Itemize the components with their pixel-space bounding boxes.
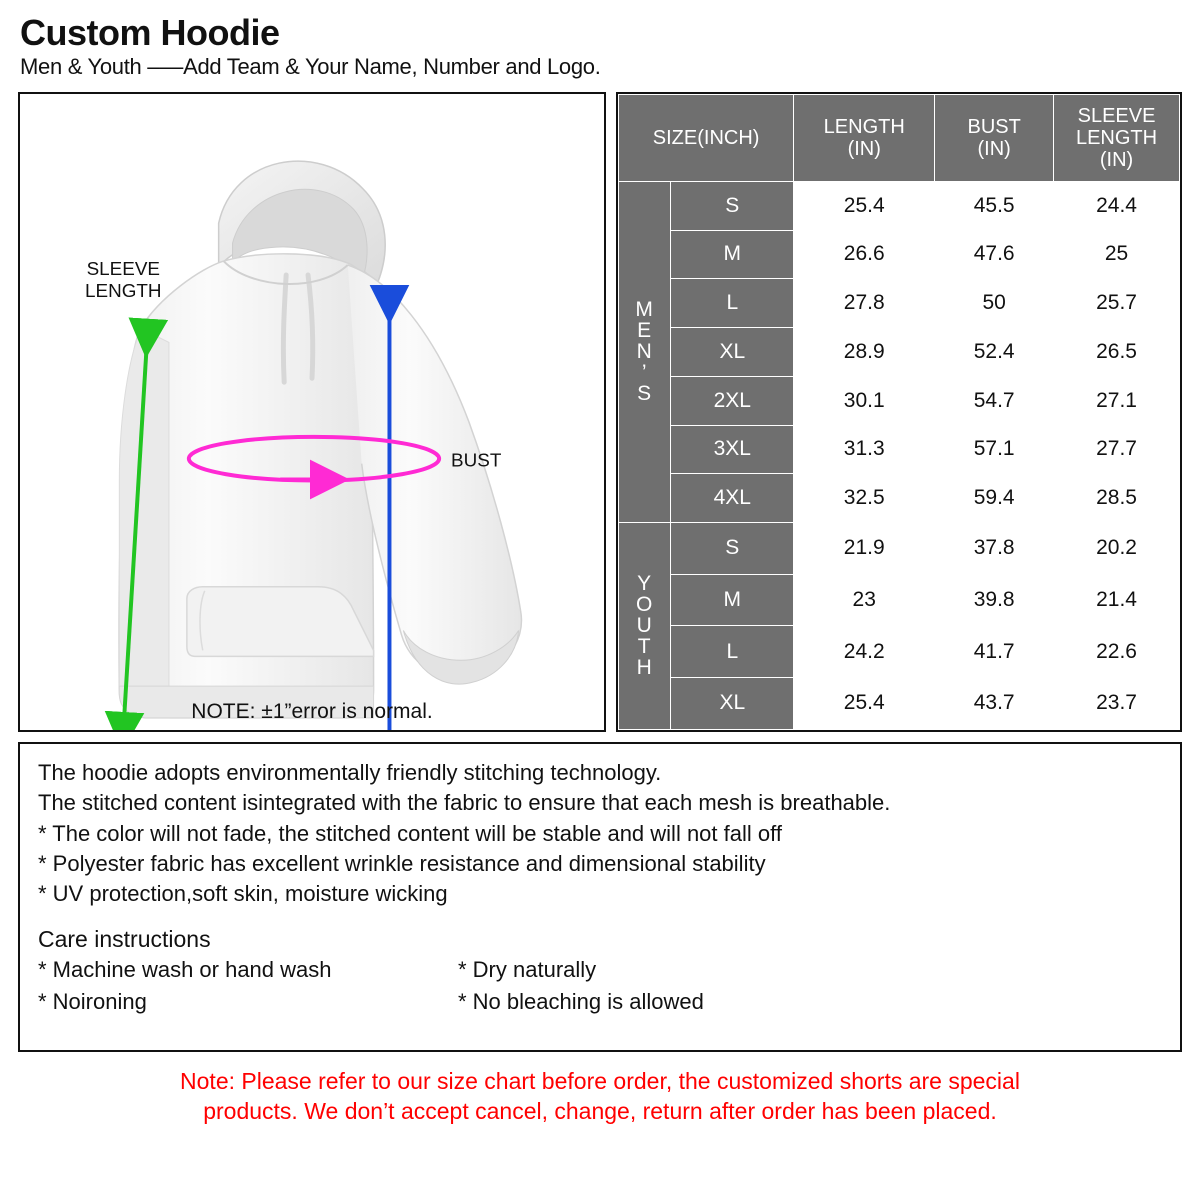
header-size: SIZE(INCH) bbox=[619, 94, 794, 181]
cell-size: L bbox=[671, 626, 794, 678]
cell-length: 30.1 bbox=[794, 376, 935, 425]
group-letter: H bbox=[636, 656, 653, 680]
group-label-mens bbox=[619, 181, 671, 522]
measurement-note: NOTE: ±1”error is normal. bbox=[191, 699, 433, 723]
cell-size: 2XL bbox=[671, 376, 794, 425]
cell-size: S bbox=[671, 523, 794, 575]
cell-length: 23 bbox=[794, 574, 935, 626]
cell-bust: 47.6 bbox=[935, 230, 1054, 279]
cell-length: 25.4 bbox=[794, 678, 935, 730]
size-chart-table-panel bbox=[616, 92, 1182, 732]
cell-sleeve: 21.4 bbox=[1054, 574, 1180, 626]
cell-length: 28.9 bbox=[794, 328, 935, 377]
cell-bust: 43.7 bbox=[935, 678, 1054, 730]
cell-bust: 41.7 bbox=[935, 626, 1054, 678]
group-letter: N bbox=[636, 340, 653, 364]
order-policy-note-line2: products. We don’t accept cancel, change, return after order has been placed. bbox=[203, 1098, 997, 1125]
table-row bbox=[619, 425, 1180, 474]
cell-sleeve: 27.1 bbox=[1054, 376, 1180, 425]
cell-sleeve: 23.7 bbox=[1054, 678, 1180, 730]
table-row bbox=[619, 678, 1180, 730]
table-row bbox=[619, 279, 1180, 328]
hoodie-illustration-panel bbox=[18, 92, 606, 732]
order-policy-note bbox=[18, 1066, 1182, 1127]
sleeve-length-label-line1: SLEEVE bbox=[86, 257, 160, 279]
cell-sleeve: 26.5 bbox=[1054, 328, 1180, 377]
cell-length: 25.4 bbox=[794, 181, 935, 230]
hoodie-diagram bbox=[20, 94, 604, 730]
care-item: * Noironing bbox=[38, 989, 147, 1015]
table-row bbox=[619, 574, 1180, 626]
cell-length: 27.8 bbox=[794, 279, 935, 328]
table-row bbox=[619, 523, 1180, 575]
header-sleeve bbox=[1054, 94, 1180, 181]
care-item: * Dry naturally bbox=[458, 956, 597, 982]
table-row bbox=[619, 181, 1180, 230]
header-length-line1: LENGTH bbox=[823, 115, 905, 138]
cell-sleeve: 24.4 bbox=[1054, 181, 1180, 230]
cell-length: 24.2 bbox=[794, 626, 935, 678]
cell-size: L bbox=[671, 279, 794, 328]
header-length bbox=[794, 94, 935, 181]
page-subtitle: Men & Youth –––Add Team & Your Name, Number and Logo. bbox=[20, 53, 601, 79]
sleeve-length-label-line2: LENGTH bbox=[85, 279, 162, 301]
product-info-panel bbox=[18, 742, 1182, 1052]
chart-top-row bbox=[18, 92, 1182, 732]
header-sleeve-line2: LENGTH bbox=[1075, 126, 1158, 149]
cell-sleeve: 20.2 bbox=[1054, 523, 1180, 575]
cell-size: M bbox=[671, 230, 794, 279]
group-label-youth bbox=[619, 523, 671, 730]
cell-bust: 37.8 bbox=[935, 523, 1054, 575]
group-letter: ’ bbox=[641, 361, 648, 385]
group-letter: Y bbox=[637, 572, 653, 596]
cell-sleeve: 27.7 bbox=[1054, 425, 1180, 474]
cell-sleeve: 22.6 bbox=[1054, 626, 1180, 678]
table-row bbox=[619, 328, 1180, 377]
header-bust-line2: (IN) bbox=[977, 137, 1011, 160]
info-line: The hoodie adopts environmentally friendly stitching technology. bbox=[38, 759, 662, 785]
table-row bbox=[619, 474, 1180, 523]
care-item: * No bleaching is allowed bbox=[458, 989, 704, 1015]
cell-bust: 50 bbox=[935, 279, 1054, 328]
page-title: Custom Hoodie bbox=[20, 12, 280, 53]
group-letter: M bbox=[635, 298, 654, 322]
order-policy-note-line1: Note: Please refer to our size chart before order, the customized shorts are special bbox=[180, 1067, 1020, 1094]
cell-size: XL bbox=[671, 678, 794, 730]
cell-size: 3XL bbox=[671, 425, 794, 474]
info-line: * Polyester fabric has excellent wrinkle resistance and dimensional stability bbox=[38, 850, 766, 876]
table-row bbox=[619, 626, 1180, 678]
cell-size: M bbox=[671, 574, 794, 626]
info-line: The stitched content isintegrated with the fabric to ensure that each mesh is breathable. bbox=[38, 790, 891, 816]
header-sleeve-line3: (IN) bbox=[1099, 148, 1134, 171]
cell-bust: 45.5 bbox=[935, 181, 1054, 230]
group-letter: T bbox=[637, 635, 652, 659]
care-item: * Machine wash or hand wash bbox=[38, 956, 332, 982]
group-letter: U bbox=[636, 614, 653, 638]
cell-size: XL bbox=[671, 328, 794, 377]
group-letter: E bbox=[637, 319, 653, 343]
hoodie-graphic bbox=[119, 161, 521, 718]
care-instructions-title: Care instructions bbox=[38, 925, 211, 952]
cell-bust: 54.7 bbox=[935, 376, 1054, 425]
care-instructions-list bbox=[38, 955, 1162, 1019]
table-header-row bbox=[619, 94, 1180, 181]
cell-length: 26.6 bbox=[794, 230, 935, 279]
cell-sleeve: 28.5 bbox=[1054, 474, 1180, 523]
header-sleeve-line1: SLEEVE bbox=[1077, 104, 1156, 127]
cell-bust: 39.8 bbox=[935, 574, 1054, 626]
group-letter: O bbox=[636, 593, 654, 617]
cell-bust: 52.4 bbox=[935, 328, 1054, 377]
cell-length: 32.5 bbox=[794, 474, 935, 523]
header-length-line2: (IN) bbox=[847, 137, 881, 160]
cell-bust: 59.4 bbox=[935, 474, 1054, 523]
cell-sleeve: 25.7 bbox=[1054, 279, 1180, 328]
header-bust bbox=[935, 94, 1054, 181]
cell-size: 4XL bbox=[671, 474, 794, 523]
cell-size: S bbox=[671, 181, 794, 230]
bust-label: BUST bbox=[451, 449, 502, 471]
table-row bbox=[619, 230, 1180, 279]
cell-length: 31.3 bbox=[794, 425, 935, 474]
header-bust-line1: BUST bbox=[967, 115, 1021, 138]
cell-sleeve: 25 bbox=[1054, 230, 1180, 279]
info-line: * The color will not fade, the stitched content will be stable and will not fall off bbox=[38, 820, 782, 846]
cell-length: 21.9 bbox=[794, 523, 935, 575]
table-row bbox=[619, 376, 1180, 425]
size-chart-table bbox=[618, 94, 1180, 730]
group-letter: S bbox=[637, 382, 653, 406]
cell-bust: 57.1 bbox=[935, 425, 1054, 474]
info-line: * UV protection,soft skin, moisture wicking bbox=[38, 881, 448, 907]
